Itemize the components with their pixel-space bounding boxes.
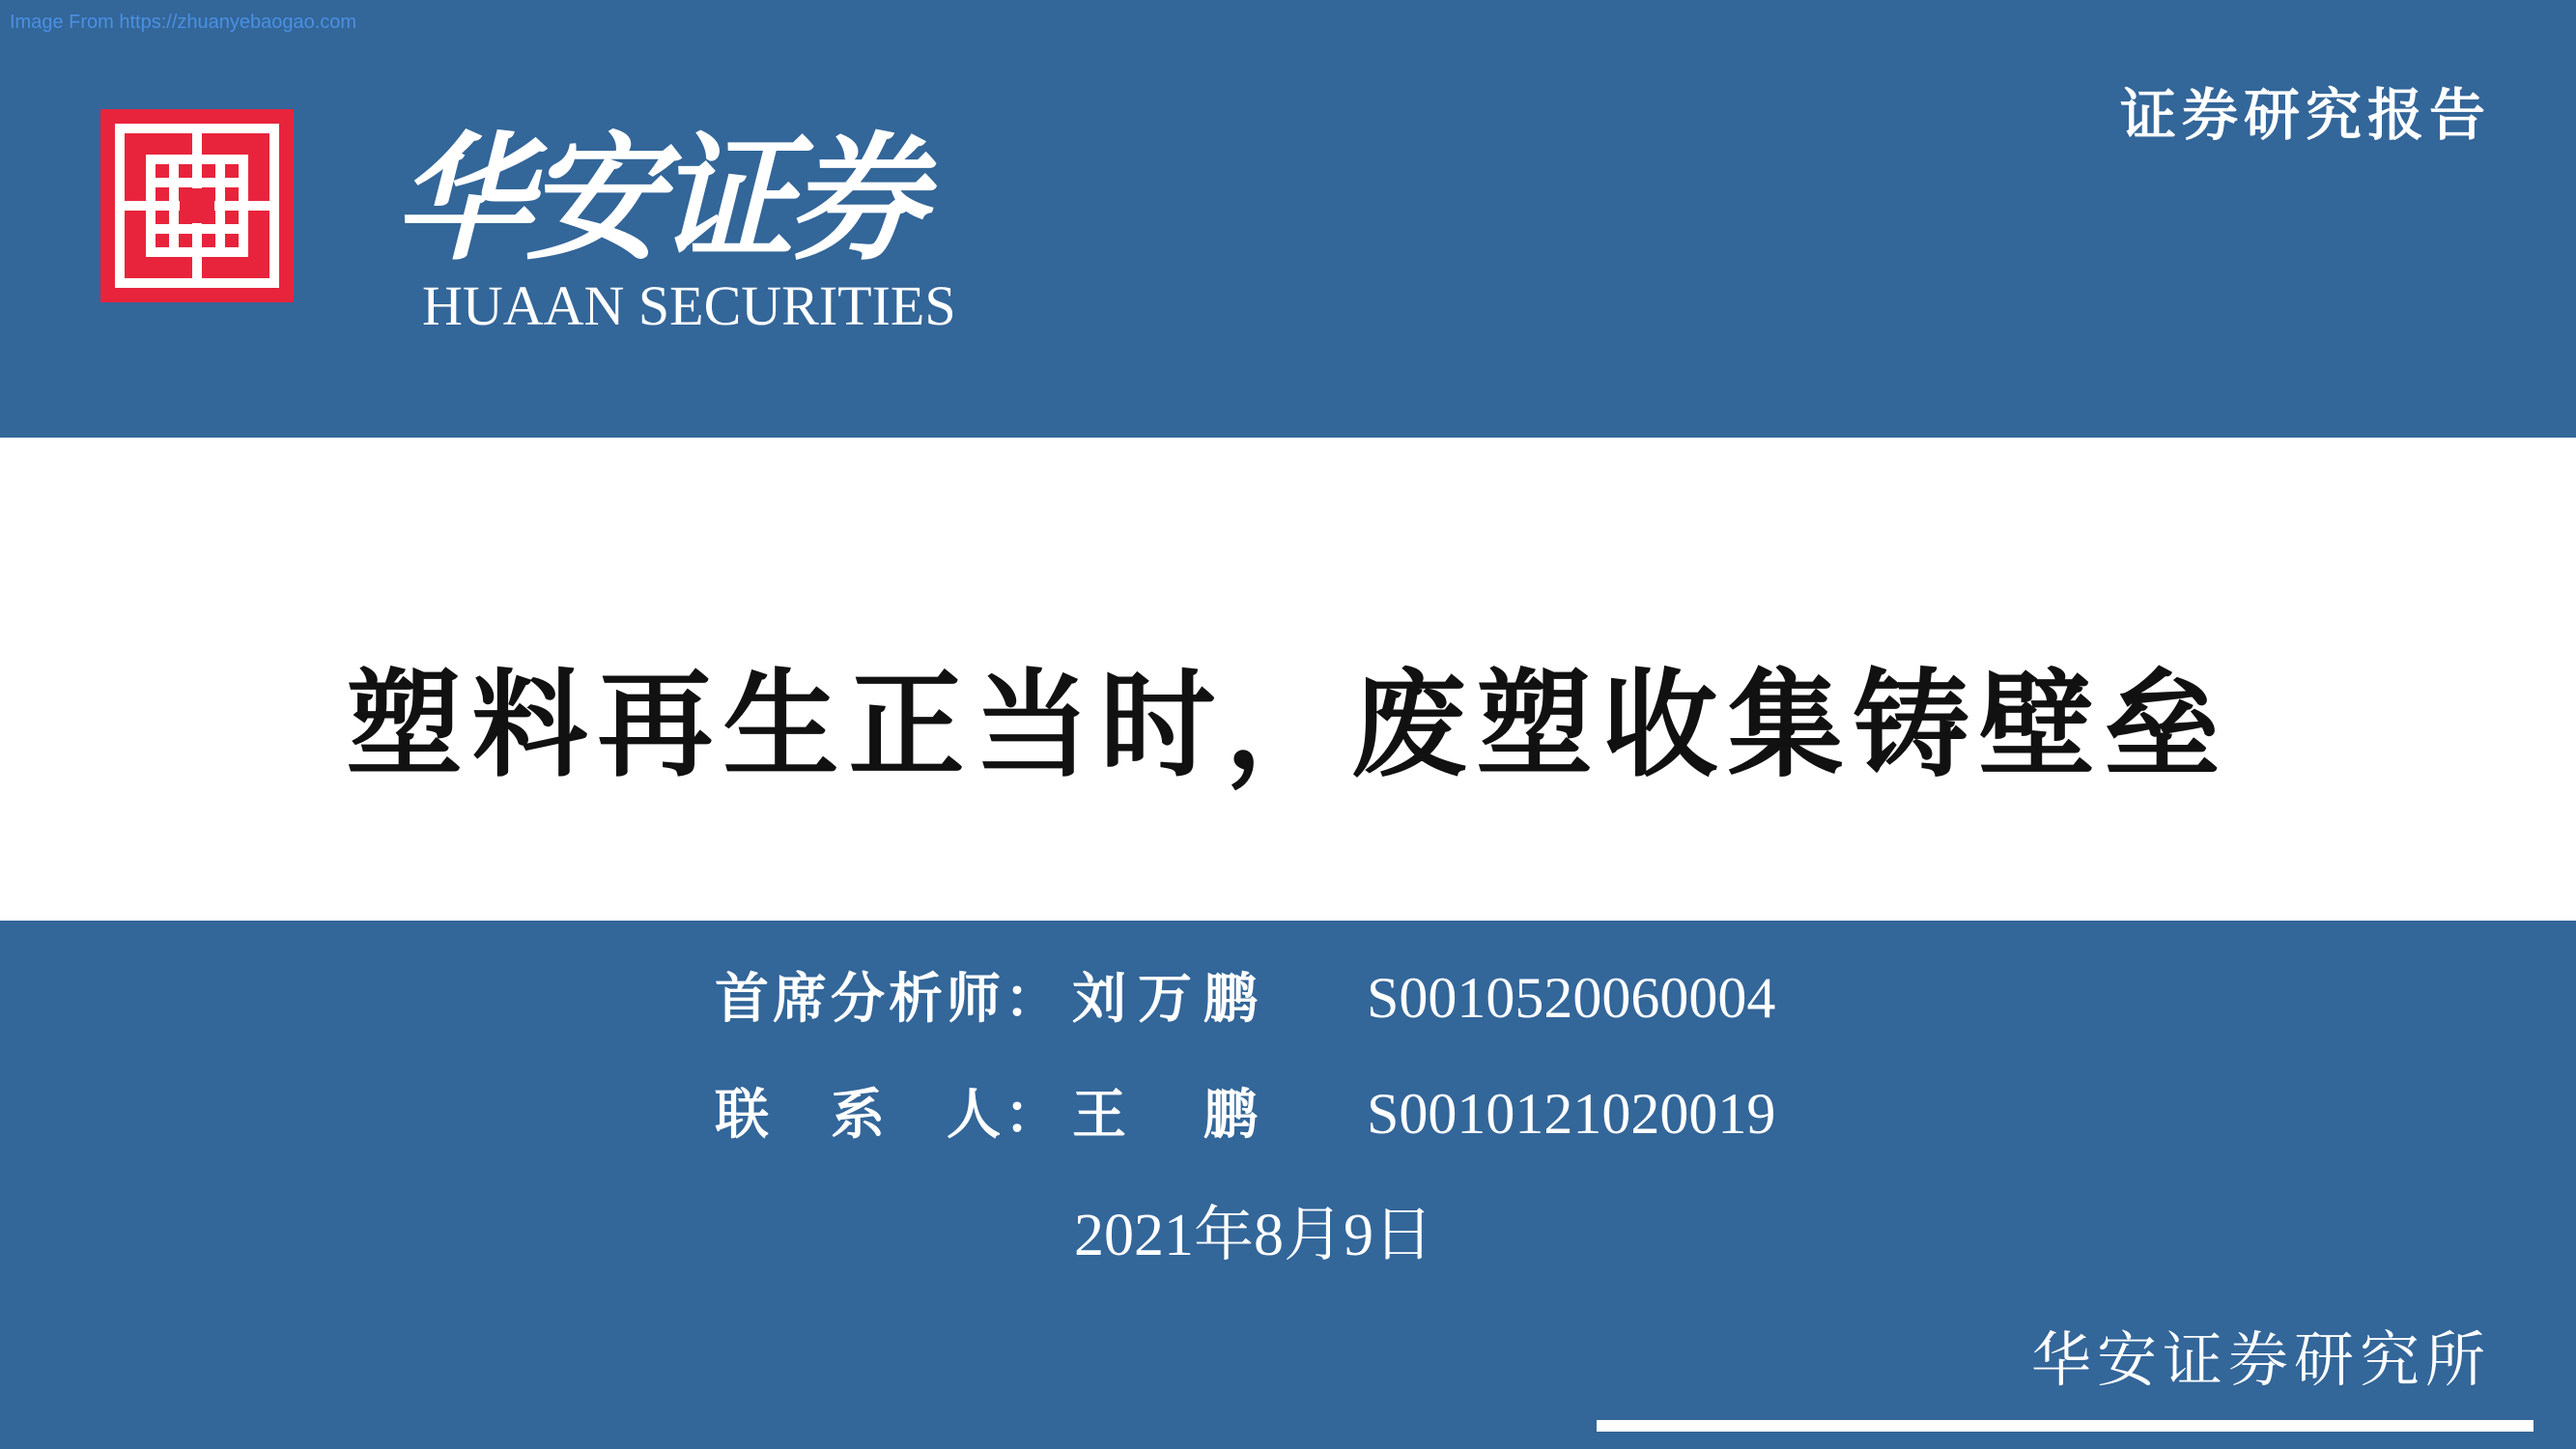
- institute-underline: [1597, 1420, 2534, 1432]
- contact-role: 联 系 人：: [715, 1083, 1062, 1147]
- analyst-name: 刘万鹏: [1072, 967, 1269, 1031]
- header-band: [0, 0, 2576, 438]
- logo-en-name: HUAAN SECURITIES: [422, 274, 956, 337]
- report-title: 塑料再生正当时，废塑收集铸壁垒: [346, 657, 2230, 793]
- institute-name: 华安证券研究所: [2030, 1324, 2491, 1395]
- analyst-cert: S0010520060004: [1367, 966, 1776, 1030]
- analyst-row: [715, 956, 1775, 1034]
- report-date: 2021年8月9日: [1074, 1203, 1434, 1268]
- analyst-role: 首席分析师：: [715, 967, 1062, 1031]
- logo-emblem-icon: [100, 109, 294, 302]
- report-type-label: 证券研究报告: [2119, 82, 2491, 148]
- contact-name: 王 鹏: [1072, 1083, 1269, 1147]
- watermark: Image From https://zhuanyebaogao.com: [10, 12, 357, 33]
- contact-cert: S0010121020019: [1367, 1082, 1776, 1146]
- logo-cn-name: 华安证券: [394, 119, 920, 279]
- contact-row: [715, 1072, 1775, 1150]
